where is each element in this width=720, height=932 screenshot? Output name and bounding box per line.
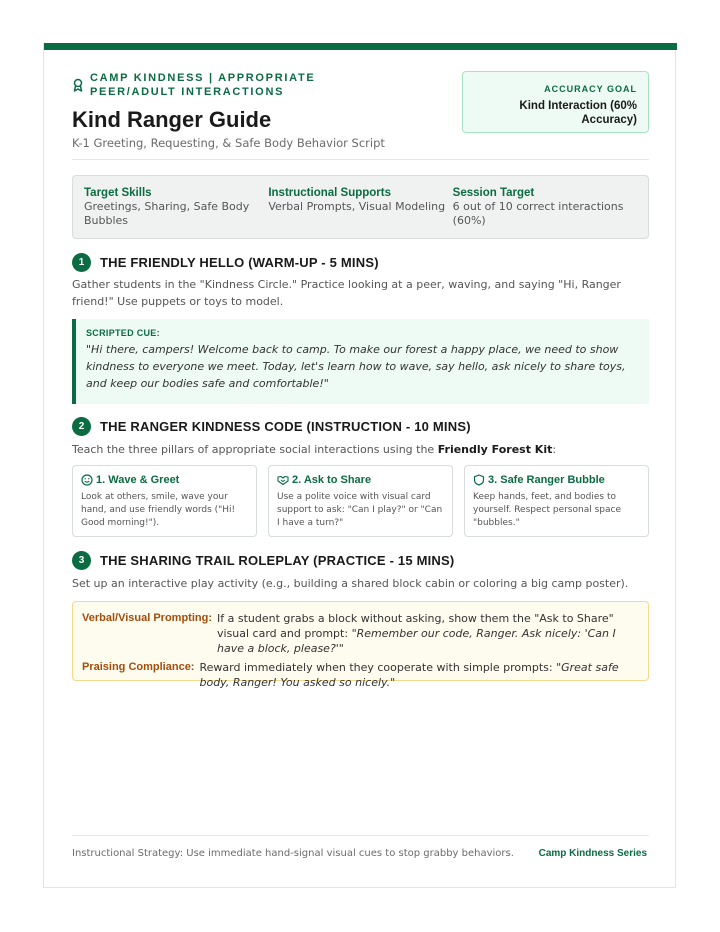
summary-target-skills	[84, 186, 268, 238]
shield-icon	[473, 474, 485, 486]
footer-strategy: Instructional Strategy: Use immediate hand-signal visual cues to stop grabby behaviors.	[72, 848, 514, 859]
section-number: 1	[72, 253, 91, 272]
section-1-header	[72, 253, 379, 272]
header-divider	[72, 159, 649, 160]
summary-value: Greetings, Sharing, Safe Body Bubbles	[84, 200, 250, 227]
summary-instructional-supports	[268, 186, 452, 238]
prompt-body: Reward immediately when they cooperate with simple prompts:	[199, 661, 557, 674]
handshake-icon	[277, 474, 289, 486]
smile-icon	[81, 474, 93, 486]
section-3-header	[72, 551, 454, 570]
cue-text: "Hi there, campers! Welcome back to camp. To make our forest a happy place, we need to show kindness to everyone we meet. Today, let's learn how to wave, say hello, ask nicely to share toys, and keep our bodies safe and comfortable!"	[86, 343, 626, 390]
eyebrow	[72, 71, 392, 99]
body-text: Teach the three pillars of appropriate social interactions using the	[72, 443, 438, 456]
card-text: Keep hands, feet, and bodies to yourself. Respect personal space "bubbles."	[473, 492, 621, 528]
card-title	[81, 474, 248, 486]
section-1-body: Gather students in the "Kindness Circle." Practice looking at a peer, waving, and saying "Hi, Ranger friend!" Use puppets or toys to model.	[72, 278, 621, 308]
card-title-text: 2. Ask to Share	[292, 474, 372, 486]
section-title: THE FRIENDLY HELLO (WARM-UP - 5 MINS)	[100, 255, 379, 270]
prompt-label: Praising Compliance:	[82, 661, 195, 673]
prompt-text	[199, 660, 638, 690]
prompting-box	[72, 601, 649, 689]
prompt-label: Verbal/Visual Prompting:	[82, 612, 212, 624]
card-title	[277, 474, 444, 486]
summary-value: Verbal Prompts, Visual Modeling	[268, 200, 446, 213]
summary-session-target	[453, 186, 637, 238]
page-subtitle: K-1 Greeting, Requesting, & Safe Body Behavior Script	[72, 136, 385, 150]
summary-value: 6 out of 10 correct interactions (60%)	[452, 200, 624, 227]
prompt-text	[217, 611, 638, 656]
card-title-text: 3. Safe Ranger Bubble	[488, 474, 605, 486]
kindness-code-cards	[72, 465, 649, 537]
prompt-body: If a student grabs a block without asking, show them the "Ask to Share" visual card and prompt:	[217, 612, 614, 640]
card-ask-share	[268, 465, 453, 537]
accent-bar	[44, 43, 677, 50]
card-text: Look at others, smile, wave your hand, and use friendly words ("Hi! Good morning!").	[81, 492, 236, 528]
section-number: 2	[72, 417, 91, 436]
prompt-quote: "Great safe body, Ranger! You asked so nicely."	[199, 661, 619, 689]
section-title: THE RANGER KINDNESS CODE (INSTRUCTION - 10 MINS)	[100, 419, 471, 434]
card-wave-greet	[72, 465, 257, 537]
eyebrow-text: CAMP KINDNESS | APPROPRIATE PEER/ADULT INTERACTIONS	[90, 72, 316, 98]
cue-label: SCRIPTED CUE:	[86, 328, 160, 338]
scripted-cue-box	[72, 319, 649, 404]
accuracy-goal-box	[462, 71, 649, 133]
card-title-text: 1. Wave & Greet	[96, 474, 180, 486]
goal-value: Kind Interaction (60% Accuracy)	[519, 100, 637, 126]
card-safe-bubble	[464, 465, 649, 537]
section-2-body	[72, 441, 649, 458]
body-text-end: :	[552, 443, 557, 456]
document-page	[43, 43, 676, 888]
section-title: THE SHARING TRAIL ROLEPLAY (PRACTICE - 15 MINS)	[100, 553, 455, 568]
summary-heading: Target Skills	[84, 187, 152, 199]
kit-name: Friendly Forest Kit	[437, 443, 553, 456]
summary-heading: Session Target	[452, 187, 535, 199]
footer-series: Camp Kindness Series	[538, 848, 647, 859]
prompt-row-praise	[82, 660, 638, 690]
goal-label: ACCURACY GOAL	[544, 84, 637, 94]
page-title: Kind Ranger Guide	[72, 107, 272, 132]
section-3-body: Set up an interactive play activity (e.g., building a shared block cabin or coloring a big camp poster).	[72, 577, 629, 590]
summary-heading: Instructional Supports	[268, 187, 391, 199]
section-2-header	[72, 417, 471, 436]
prompt-row-verbal	[82, 611, 638, 656]
footer-divider	[72, 835, 649, 836]
section-number: 3	[72, 551, 91, 570]
ribbon-icon	[72, 78, 84, 92]
prompt-quote: "Remember our code, Ranger. Ask nicely: 'Can I have a block, please?'"	[217, 627, 616, 655]
summary-box	[72, 175, 649, 239]
card-title	[473, 474, 640, 486]
card-text: Use a polite voice with visual card support to ask: "Can I play?" or "Can I have a turn?"	[277, 492, 443, 528]
